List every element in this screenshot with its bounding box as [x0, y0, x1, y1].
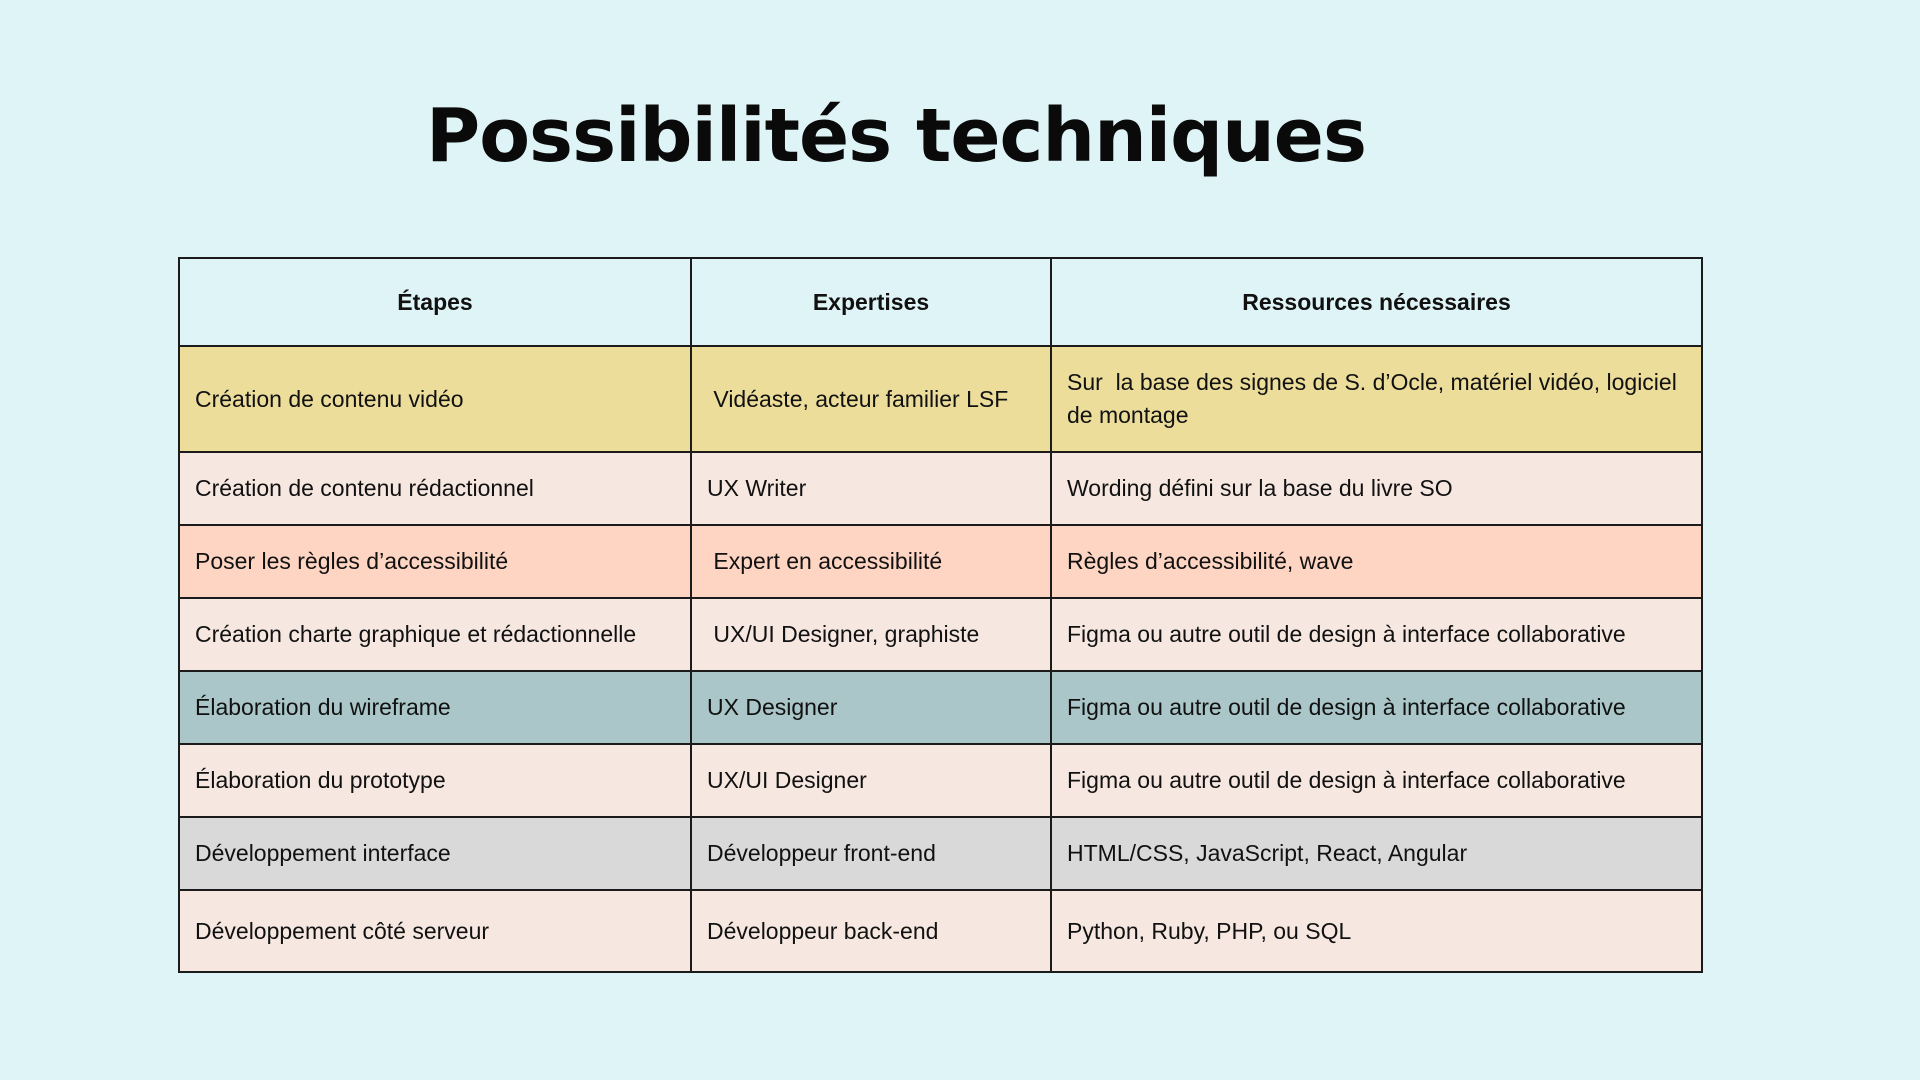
header-expertises: Expertises [691, 258, 1051, 346]
table-header-row [179, 258, 1702, 346]
slide-title: Possibilités techniques [425, 93, 1366, 179]
cell-etape: Élaboration du wireframe [179, 671, 691, 744]
cell-ressources: Figma ou autre outil de design à interface collaborative [1051, 744, 1702, 817]
table-row [179, 817, 1702, 890]
resources-table [178, 257, 1703, 973]
cell-expertise: UX Designer [691, 671, 1051, 744]
cell-etape: Création de contenu vidéo [179, 346, 691, 452]
cell-ressources: Figma ou autre outil de design à interface collaborative [1051, 598, 1702, 671]
cell-ressources: Règles d’accessibilité, wave [1051, 525, 1702, 598]
cell-etape: Développement côté serveur [179, 890, 691, 972]
cell-expertise: UX/UI Designer, graphiste [691, 598, 1051, 671]
cell-etape: Création charte graphique et rédactionnelle [179, 598, 691, 671]
cell-etape: Création de contenu rédactionnel [179, 452, 691, 525]
table-row [179, 346, 1702, 452]
cell-ressources: Wording défini sur la base du livre SO [1051, 452, 1702, 525]
cell-expertise: Expert en accessibilité [691, 525, 1051, 598]
cell-ressources: HTML/CSS, JavaScript, React, Angular [1051, 817, 1702, 890]
table-row [179, 452, 1702, 525]
cell-expertise: Développeur front-end [691, 817, 1051, 890]
cell-etape: Élaboration du prototype [179, 744, 691, 817]
cell-expertise: Vidéaste, acteur familier LSF [691, 346, 1051, 452]
table-row [179, 744, 1702, 817]
header-etapes: Étapes [179, 258, 691, 346]
cell-expertise: Développeur back-end [691, 890, 1051, 972]
table-row [179, 671, 1702, 744]
header-ressources: Ressources nécessaires [1051, 258, 1702, 346]
table-row [179, 525, 1702, 598]
resources-table-container [178, 257, 1701, 973]
cell-expertise: UX/UI Designer [691, 744, 1051, 817]
table-row [179, 890, 1702, 972]
cell-etape: Poser les règles d’accessibilité [179, 525, 691, 598]
cell-ressources: Figma ou autre outil de design à interface collaborative [1051, 671, 1702, 744]
table-row [179, 598, 1702, 671]
cell-ressources: Sur la base des signes de S. d’Ocle, matériel vidéo, logiciel de montage [1051, 346, 1702, 452]
cell-expertise: UX Writer [691, 452, 1051, 525]
cell-etape: Développement interface [179, 817, 691, 890]
cell-ressources: Python, Ruby, PHP, ou SQL [1051, 890, 1702, 972]
